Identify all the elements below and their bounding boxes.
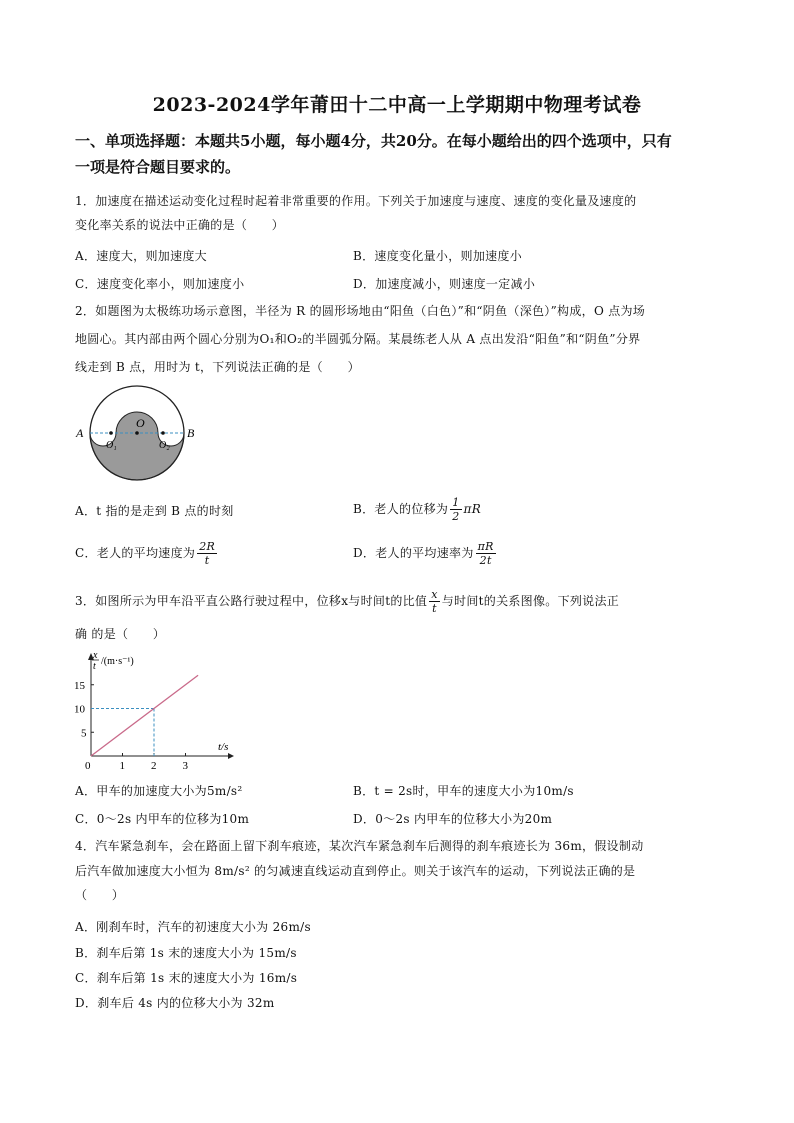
fraction-numerator: πR xyxy=(477,540,494,553)
q2-stem-line1: 2．如题图为太极练功场示意图，半径为 R 的圆形场地由“阳鱼（白色）”和“阴鱼（深色）”构成，O 点为场 xyxy=(75,304,646,318)
x-tick-label: 1 xyxy=(119,760,125,772)
q2-option-c[interactable] xyxy=(75,540,219,567)
label-o: O xyxy=(136,416,145,430)
point-o2 xyxy=(161,431,165,435)
y-tick-label: 10 xyxy=(74,703,85,716)
label-o2: O₂ xyxy=(159,440,170,451)
q4-stem-line2: 后汽车做加速度大小恒为 8m/s² 的匀减速直线运动直到停止。则关于该汽车的运动，下列说法正确的是 xyxy=(75,864,636,878)
q3-option-d[interactable]: D．0～2s 内甲车的位移大小为20m xyxy=(353,812,553,826)
q4-stem-line3: （ ） xyxy=(75,888,125,902)
taiji-diagram xyxy=(70,380,210,490)
q1-stem-line2: 变化率关系的说法中正确的是（ ） xyxy=(75,218,285,232)
q3-stem-text: 3．如图所示为甲车沿平直公路行驶过程中，位移x与时间t的比值 xyxy=(75,594,428,608)
q3-stem-fraction xyxy=(429,588,440,615)
chart-series xyxy=(91,675,198,756)
x-axis-arrow xyxy=(228,753,234,759)
q2-option-b[interactable] xyxy=(353,496,481,523)
q4-stem-line1: 4．汽车紧急刹车，会在路面上留下刹车痕迹，某次汽车紧急刹车后测得的刹车痕迹长为 36m，假设制动 xyxy=(75,839,644,853)
series-line xyxy=(91,675,198,756)
q1-option-c[interactable]: C．速度变化率小，则加速度小 xyxy=(75,277,245,291)
fraction-denominator: t xyxy=(432,602,437,615)
q3-stem-line2: 确 的是（ ） xyxy=(75,627,166,641)
q2-option-b-fraction xyxy=(450,496,461,523)
q2-option-c-text: C．老人的平均速度为 xyxy=(75,546,196,560)
q4-option-a[interactable]: A．刚刹车时，汽车的初速度大小为 26m/s xyxy=(75,920,311,934)
q2-option-a[interactable]: A．t 指的是走到 B 点的时刻 xyxy=(75,504,234,518)
y-label-denominator: t xyxy=(93,661,96,672)
q3-option-a[interactable]: A．甲车的加速度大小为5m/s² xyxy=(75,784,243,798)
fraction-denominator: t xyxy=(204,554,210,567)
page-title: 2023-2024学年莆田十二中高一上学期期中物理考试卷 xyxy=(152,94,642,116)
q4-option-b[interactable]: B．刹车后第 1s 末的速度大小为 15m/s xyxy=(75,946,297,960)
y-tick-label: 5 xyxy=(81,727,87,740)
section-heading-line2: 一项是符合题目要求的。 xyxy=(75,158,241,176)
q2-option-b-suffix: πR xyxy=(463,502,482,516)
q1-stem-line1: 1．加速度在描述运动变化过程时起着非常重要的作用。下列关于加速度与速度、速度的变化量及速度的 xyxy=(75,194,637,208)
q2-stem-line3: 线走到 B 点，用时为 t，下列说法正确的是（ ） xyxy=(75,360,360,374)
chart-axes xyxy=(88,653,234,759)
fraction-denominator: 2t xyxy=(479,554,492,567)
q2-option-c-fraction xyxy=(197,540,217,567)
origin-label: 0 xyxy=(85,760,91,772)
y-tick-label: 15 xyxy=(74,679,85,692)
q4-option-c[interactable]: C．刹车后第 1s 末的速度大小为 16m/s xyxy=(75,971,298,985)
fraction-numerator: x xyxy=(431,588,438,601)
q4-option-d[interactable]: D．刹车后 4s 内的位移大小为 32m xyxy=(75,996,275,1010)
fraction-denominator: 2 xyxy=(452,510,460,523)
q2-option-d[interactable] xyxy=(353,540,498,567)
point-o1 xyxy=(109,431,113,435)
q1-option-d[interactable]: D．加速度减小，则速度一定减小 xyxy=(353,277,536,291)
y-label-numerator: x xyxy=(93,650,98,661)
q1-option-b[interactable]: B．速度变化量小，则加速度小 xyxy=(353,249,523,263)
fraction-numerator: 2R xyxy=(199,540,216,553)
q2-stem-line2: 地圆心。其内部由两个圆心分别为O₁和O₂的半圆弧分隔。某晨练老人从 A 点出发沿“阳鱼”和“阴鱼”分界 xyxy=(75,332,641,346)
q3-stem-line1 xyxy=(75,588,619,615)
q1-option-a[interactable]: A．速度大，则加速度大 xyxy=(75,249,207,263)
x-axis-label: t/s xyxy=(218,741,229,753)
q2-option-d-fraction xyxy=(476,540,496,567)
q3-option-b[interactable]: B．t = 2s时，甲车的速度大小为10m/s xyxy=(353,784,574,798)
label-o1: O₁ xyxy=(106,440,117,451)
point-o xyxy=(135,431,139,435)
q2-option-b-text: B．老人的位移为 xyxy=(353,502,449,516)
x-tick-label: 3 xyxy=(182,760,188,772)
label-a: A xyxy=(76,426,84,440)
q2-option-d-text: D．老人的平均速率为 xyxy=(353,546,474,560)
q3-chart xyxy=(70,648,240,773)
y-label-unit: /(m·s⁻¹) xyxy=(101,656,134,667)
fraction-numerator: 1 xyxy=(452,496,460,509)
x-tick-label: 2 xyxy=(151,760,157,772)
section-heading-line1: 一、单项选择题：本题共5小题，每小题4分，共20分。在每小题给出的四个选项中，只有 xyxy=(75,132,672,150)
q3-option-c[interactable]: C．0～2s 内甲车的位移为10m xyxy=(75,812,250,826)
q3-stem-text-end: 与时间t的关系图像。下列说法正 xyxy=(441,594,620,608)
label-b: B xyxy=(187,426,195,440)
